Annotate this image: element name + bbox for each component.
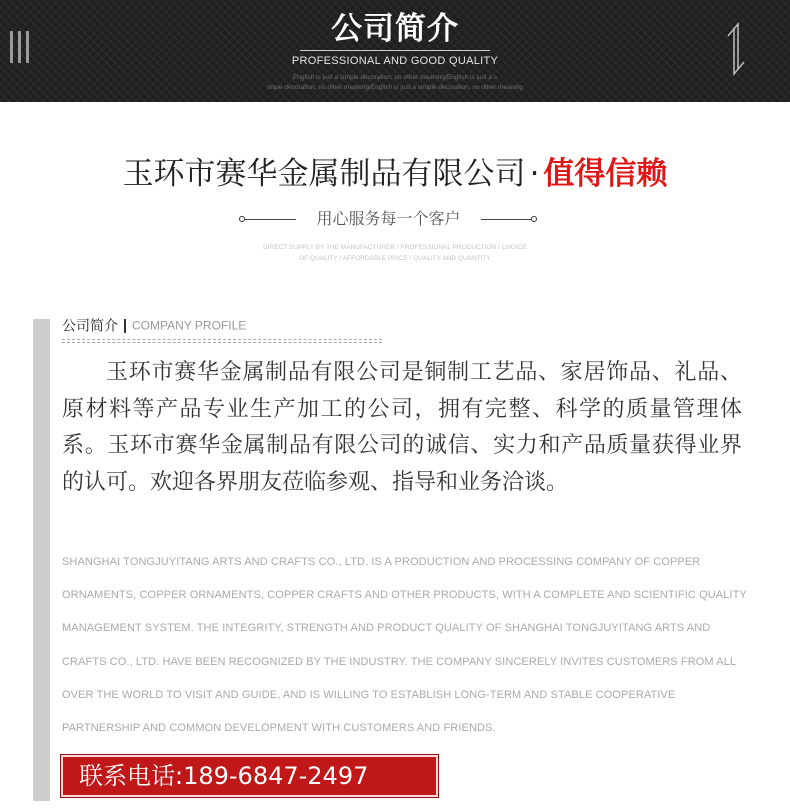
tagline: 用心服务每一个客户 (316, 209, 461, 228)
banner-title: 公司简介 (331, 11, 459, 47)
section-side-bar (33, 319, 50, 801)
tagline-english-line-1: DIRECT SUPPLY BY THE MANUFACTURER / PROFESSIONAL PRODUCTION / CHOICE (263, 244, 527, 251)
tagline-right-dot (531, 216, 537, 222)
banner-note-line-2: imple decoration, no other meaning/English is just a simple decoration, no other meaning (267, 84, 523, 91)
profile-heading (62, 315, 246, 337)
profile-heading-en: COMPANY PROFILE (132, 318, 247, 333)
contact-phone-box[interactable]: 联系电话:189-6847-2497 (61, 755, 438, 797)
trust-slogan: 值得信赖 (543, 156, 668, 192)
tagline-row (236, 207, 540, 231)
dashed-divider (62, 339, 382, 343)
tagline-english-line-2: OF QUALITY / AFFORDABLE PRICE / QUALITY AND QUANTITY (299, 255, 491, 262)
tagline-right-line (481, 219, 531, 220)
header-banner (0, 0, 790, 102)
banner-divider (300, 50, 490, 51)
tagline-left-line (245, 219, 296, 220)
banner-note-line-1: English is just a simple decoration, no other meaning/English is just a s (292, 74, 498, 81)
company-headline (0, 152, 790, 196)
company-name: 玉环市赛华金属制品有限公司 (122, 156, 526, 192)
up-down-arrows-icon[interactable] (722, 22, 750, 76)
tagline-english (245, 242, 545, 264)
headline-separator: · (529, 156, 540, 192)
profile-body-cn: 玉环市赛华金属制品有限公司是铜制工艺品、家居饰品、礼品、原材料等产品专业生产加工的公司，拥有完整、科学的质量管理体系。玉环市赛华金属制品有限公司的诚信、实力和产品质量获得业界的认可。欢迎各界朋友莅临参观、指导和业务洽谈。 (62, 360, 742, 495)
profile-body-en: SHANGHAI TONGJUYITANG ARTS AND CRAFTS CO., LTD. IS A PRODUCTION AND PROCESSING COMPANY OF COPPER ORNAMENTS, COPPER ORNAMENTS, COPPER CRAFTS AND OTHER PRODUCTS, WITH A COMPLETE AND SCIENTIFIC QUALITY MANAGEMENT SYSTEM. THE INTEGRITY, STRENGTH AND PRODUCT QUALITY OF SHANGHAI TONGJUYITANG ARTS AND CRAFTS CO., LTD. HAVE BEEN RECOGNIZED BY THE INDUSTRY. THE COMPANY SINCERELY INVITES CUSTOMERS FROM ALL OVER THE WORLD TO VISIT AND GUIDE, AND IS WILLING TO ESTABLISH LONG-TERM AND STABLE COOPERATIVE PARTNERSHIP AND COMMON DEVELOPMENT WITH CUSTOMERS AND FRIENDS. (62, 556, 747, 735)
banner-decoration-text (235, 73, 555, 93)
profile-heading-cn: 公司简介 (62, 318, 118, 335)
heading-divider (124, 319, 126, 333)
banner-subtitle: PROFESSIONAL AND GOOD QUALITY (291, 55, 499, 67)
